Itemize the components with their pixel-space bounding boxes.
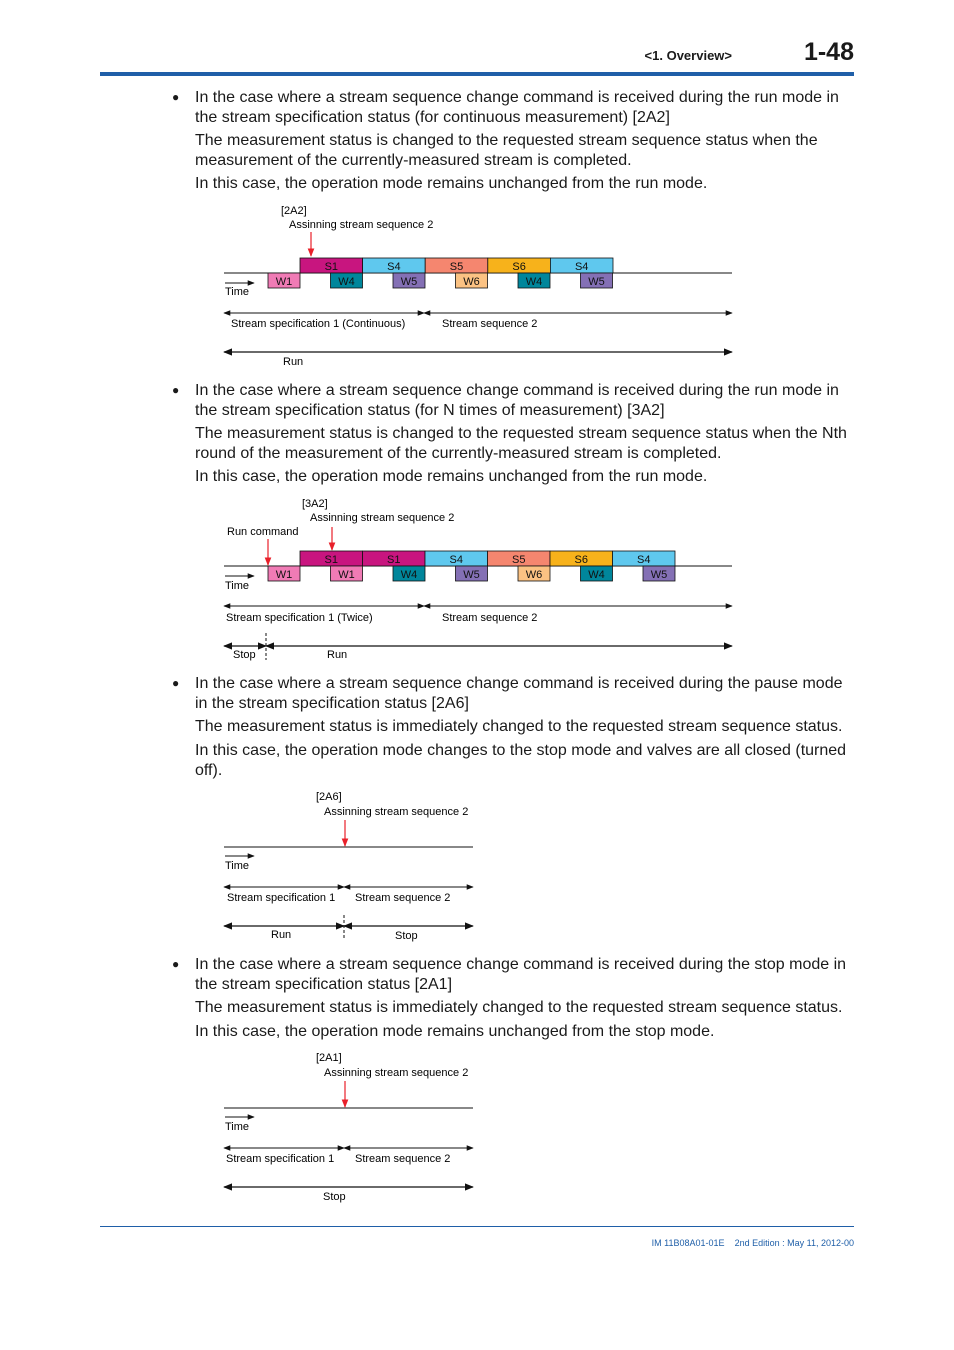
bullet-1: ●: [172, 90, 180, 104]
block-label: S4: [449, 554, 463, 566]
block-label: W5: [650, 569, 668, 581]
diagram-3-code: [2A6]: [316, 791, 342, 803]
block-label: W1: [275, 276, 293, 288]
block-label: S5: [512, 554, 526, 566]
status-right-label: Stream sequence 2: [355, 1153, 451, 1165]
block-label: S1: [324, 261, 339, 273]
block-label: W4: [338, 276, 355, 288]
section-4-intro: In the case where a stream sequence change command is received during the stop mode in the stream specification status [2A1]: [195, 956, 847, 993]
diagram-2-code: [3A2]: [302, 498, 328, 510]
section-2-note: In this case, the operation mode remains unchanged from the run mode.: [195, 468, 708, 485]
footer-rule: [100, 1226, 854, 1227]
section-1-intro: In the case where a stream sequence change command is received during the run mode in the stream specification status (for continuous measurement) [2A2]: [195, 89, 839, 126]
section-3-intro: In the case where a stream sequence change command is received during the pause mode in the stream specification status [2A6]: [195, 675, 843, 712]
block-label: W5: [400, 276, 418, 288]
diagram-2a2: [224, 205, 732, 368]
block-label: S6: [512, 261, 526, 273]
block-label: W1: [338, 569, 355, 581]
section-3-note: In this case, the operation mode changes to the stop mode and valves are all closed (turned off).: [195, 742, 847, 779]
mode-label-run: Run: [327, 649, 348, 661]
status-right-label: Stream sequence 2: [355, 892, 451, 904]
section-1-note: In this case, the operation mode remains unchanged from the run mode.: [195, 175, 708, 192]
section-3-detail: The measurement status is immediately changed to the requested stream sequence status.: [195, 718, 843, 735]
status-right-label: Stream sequence 2: [442, 612, 538, 624]
bullet-2: ●: [172, 383, 180, 397]
edition-info: 2nd Edition : May 11, 2012-00: [734, 1238, 854, 1248]
status-right-label: Stream sequence 2: [442, 318, 538, 330]
diagram-4-code: [2A1]: [316, 1052, 342, 1064]
section-1-detail: The measurement status is changed to the requested stream sequence status when the measurement of the currently-measured stream is completed.: [195, 132, 818, 169]
diagram-1-event: Assinning stream sequence 2: [289, 219, 434, 231]
block-label: S1: [387, 554, 401, 566]
document-number: IM 11B08A01-01E: [651, 1238, 725, 1248]
status-left-label: Stream specification 1 (Continuous): [231, 318, 406, 330]
time-label: Time: [225, 580, 250, 592]
section-2-detail: The measurement status is changed to the requested stream sequence status when the Nth round of the measurement of the currently-measured stream is completed.: [195, 425, 847, 462]
block-label: S5: [449, 261, 464, 273]
block-label: W4: [525, 276, 543, 288]
block-label: W5: [588, 276, 605, 288]
block-label: W1: [275, 569, 293, 581]
block-label: W4: [588, 569, 605, 581]
block-label: W6: [463, 276, 480, 288]
diagram-1-code: [2A2]: [281, 205, 307, 217]
time-label: Time: [225, 286, 250, 298]
diagram-2a1: [224, 1052, 473, 1203]
time-label: Time: [225, 1121, 250, 1133]
bullet-3: ●: [172, 676, 180, 690]
block-label: S4: [574, 261, 589, 273]
mode-label-stop: Stop: [233, 649, 256, 661]
section-header: <1. Overview>: [644, 48, 732, 63]
section-2-intro: In the case where a stream sequence change command is received during the run mode in the stream specification status (for N times of measurement) [3A2]: [195, 382, 839, 419]
diagram-2a6: [224, 791, 473, 942]
stream-blocks: [300, 551, 675, 566]
mode-label-stop: Stop: [323, 1191, 346, 1203]
section-4-detail: The measurement status is immediately changed to the requested stream sequence status.: [195, 999, 843, 1016]
mode-label-run: Run: [283, 356, 304, 368]
time-label: Time: [225, 860, 250, 872]
section-4-note: In this case, the operation mode remains unchanged from the stop mode.: [195, 1023, 715, 1040]
mode-label-stop: Stop: [395, 930, 418, 942]
bullet-4: ●: [172, 957, 180, 971]
block-label: S6: [574, 554, 588, 566]
status-left-label: Stream specification 1: [227, 892, 336, 904]
status-left-label: Stream specification 1 (Twice): [226, 612, 373, 624]
diagram-3-event: Assinning stream sequence 2: [324, 806, 469, 818]
diagram-3a2: [224, 498, 732, 661]
block-label: S4: [387, 261, 401, 273]
block-label: W4: [400, 569, 418, 581]
block-label: W6: [525, 569, 543, 581]
block-label: W5: [463, 569, 480, 581]
status-left-label: Stream specification 1: [226, 1153, 335, 1165]
page-number: 1-48: [803, 38, 854, 66]
stream-blocks: [300, 258, 613, 273]
diagram-2-event: Assinning stream sequence 2: [310, 512, 455, 524]
diagram-4-event: Assinning stream sequence 2: [324, 1067, 469, 1079]
block-label: S4: [637, 554, 651, 566]
footer: [560, 1238, 854, 1248]
mode-label-run: Run: [271, 929, 292, 941]
run-command-label: Run command: [227, 526, 299, 538]
block-label: S1: [324, 554, 338, 566]
wait-blocks: [268, 566, 675, 581]
wait-blocks: [268, 273, 613, 288]
